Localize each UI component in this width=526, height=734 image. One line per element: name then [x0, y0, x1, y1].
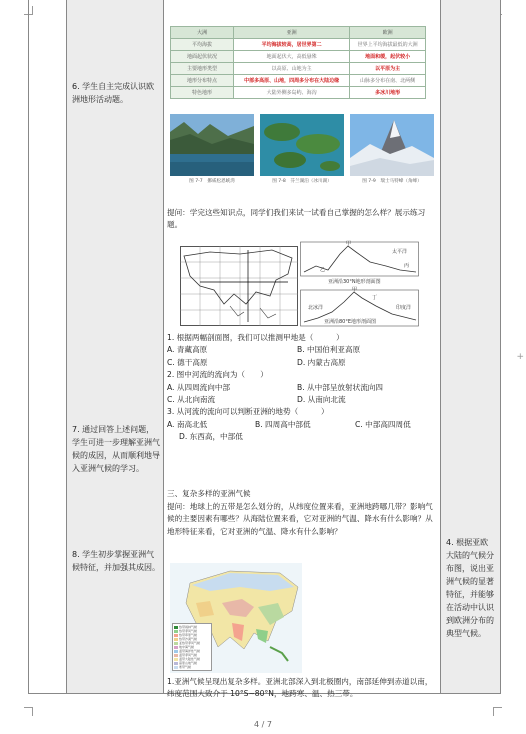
answer-option: B. 从中部呈放射状流向四 [297, 382, 383, 392]
terrain-profiles [300, 232, 428, 328]
legend-entry: 温带大陆性气候 [179, 657, 201, 661]
crop-mark [493, 707, 502, 716]
row-label: 地形分布特点 [171, 75, 234, 87]
profile-title: 亚洲沿80°E地形剖面图 [324, 319, 377, 325]
section-title: 三、复杂多样的亚洲气候 [167, 489, 251, 498]
answer-option: C. 从北向南流 [167, 395, 216, 405]
lake-photo [260, 114, 344, 176]
answer-option: D. 东西高，中部低 [179, 432, 243, 442]
legend-entry: 寒带气候 [179, 665, 192, 669]
crop-mark [24, 707, 33, 716]
fjord-photo [170, 114, 254, 176]
table-border [500, 0, 501, 694]
europe-cell: 世界上平均海拔最低的大洲 [350, 39, 426, 51]
profile-marker: 甲 [346, 241, 352, 247]
legend-entry: 亚热带季风气候 [179, 641, 201, 645]
page-side-marker: + [516, 352, 524, 362]
legend-entry: 热带季风气候 [179, 629, 198, 633]
answer-option: B. 中国伯利亚高原 [297, 345, 361, 355]
answer-option: A. 从四周流向中部 [167, 382, 231, 392]
asia-cell: 中部多高原、山地，四周多分布在大陆边缘 [234, 75, 350, 87]
legend-entry: 热带沙漠气候 [179, 637, 198, 641]
europe-cell: 山脉多分布在南、北两侧 [350, 75, 426, 87]
table-header: 欧洲 [350, 27, 426, 39]
legend-entry: 温带季风气候 [179, 653, 198, 657]
photo-caption: 图 7-7 挪威松恩峡湾 [189, 179, 235, 184]
section-question: 提问：地球上的五带是怎么划分的，从纬度位置来看，亚洲地跨哪几带？影响气候的主要因素有哪些？从海陆位置来看，它对亚洲的气温、降水有什么影响？从地形特征来看，它对亚洲的气温、降水有什么影响？ [167, 502, 433, 536]
asia-climate-map [170, 563, 302, 673]
profile-marker: 丁 [372, 295, 378, 301]
table-border [66, 0, 67, 694]
step-8-text: 8. 学生初步掌握亚洲气候特征，并加强其成因。 [72, 550, 160, 572]
asia-cell: 地面起伏大，高低悬殊 [234, 51, 350, 63]
legend-entry: 高原山地气候 [179, 661, 198, 665]
row-label: 主要地形类型 [171, 63, 234, 75]
answer-option: D. 从南向北流 [297, 395, 346, 405]
profile-marker: 甲 [352, 287, 358, 293]
answer-option: B. 四周高中部低 [255, 419, 311, 429]
answer-option: A. 青藏高原 [167, 345, 208, 355]
table-border [28, 0, 29, 694]
row-label: 特色地形 [171, 87, 234, 99]
question-text: 1. 根据两幅剖面图，我们可以推测甲地是（ ） [167, 333, 344, 342]
profile-marker: 丙 [404, 263, 410, 269]
question-intro: 提问：学完这些知识点，同学们我们来试一试看自己掌握的怎么样？展示练习题。 [167, 208, 426, 230]
legend-entry: 热带草原气候 [179, 633, 198, 637]
answer-option: C. 德干高原 [167, 357, 208, 367]
asia-cell: 以高原、山地为主 [234, 63, 350, 75]
legend-entry: 地中海气候 [179, 645, 195, 649]
answer-option: C. 中部高四周低 [355, 419, 411, 429]
ocean-label: 太平洋 [392, 249, 408, 255]
matterhorn-photo [350, 114, 434, 176]
page-number: 4 / 7 [254, 720, 272, 729]
asia-grid-map [180, 246, 298, 326]
legend-entry: 热带雨林气候 [179, 625, 198, 629]
photo-caption: 图 7-8 芬兰湖泊（冰川湖） [272, 179, 332, 184]
legend-entry: 温带海洋性气候 [179, 649, 201, 653]
quiz-questions [167, 332, 439, 444]
europe-cell: 多冰川地形 [350, 87, 426, 99]
objective-4-text: 4. 根据亚欧大陆的气候分布图，说出亚洲气候的显著特征，并能够在活动中认识到欧洲分布的典型气候。 [446, 538, 494, 638]
row-label: 地面起伏状况 [171, 51, 234, 63]
answer-option: D. 内蒙古高原 [297, 357, 346, 367]
ocean-label: 北冰洋 [308, 305, 324, 311]
ocean-label: 印度洋 [396, 305, 412, 311]
profile-marker: 乙 [320, 267, 326, 273]
photo-caption: 图 7-9 瑞士马特峰（角峰） [362, 179, 422, 184]
asia-cell: 大陆外侧多岛屿、海沟 [234, 87, 350, 99]
table-header: 亚洲 [234, 27, 350, 39]
table-header: 大洲 [171, 27, 234, 39]
asia-cell: 平均海拔较高，居世界第二 [234, 39, 350, 51]
table-border [440, 0, 441, 694]
step-7-text: 7. 通过回答上述问题，学生可进一步理解亚洲气候的成因，从而顺利地导入亚洲气候的学习。 [72, 425, 160, 473]
europe-cell: 以平原为主 [350, 63, 426, 75]
row-label: 平均海拔 [171, 39, 234, 51]
table-border [163, 0, 164, 694]
profile-title: 亚洲沿30°N地形剖面图 [328, 279, 381, 285]
answer-option: A. 南高北低 [167, 419, 208, 429]
step-6-text: 6. 学生自主完成认识欧洲地形活动题。 [72, 82, 155, 104]
question-text: 2. 图中河流的流向为（ ） [167, 370, 268, 380]
climate-feature-text: 1.亚洲气候呈现出复杂多样。亚洲北部深入到北极圈内，南部延伸到赤道以南，纬度范围大致介于 10°S~80°N，地跨寒、温、热三带。 [167, 677, 433, 699]
asia-europe-terrain-table [170, 26, 426, 99]
europe-cell: 地面和缓，起伏较小 [350, 51, 426, 63]
map-legend [172, 623, 212, 671]
question-text: 3. 从河流的流向可以判断亚洲的地势（ ） [167, 407, 329, 417]
